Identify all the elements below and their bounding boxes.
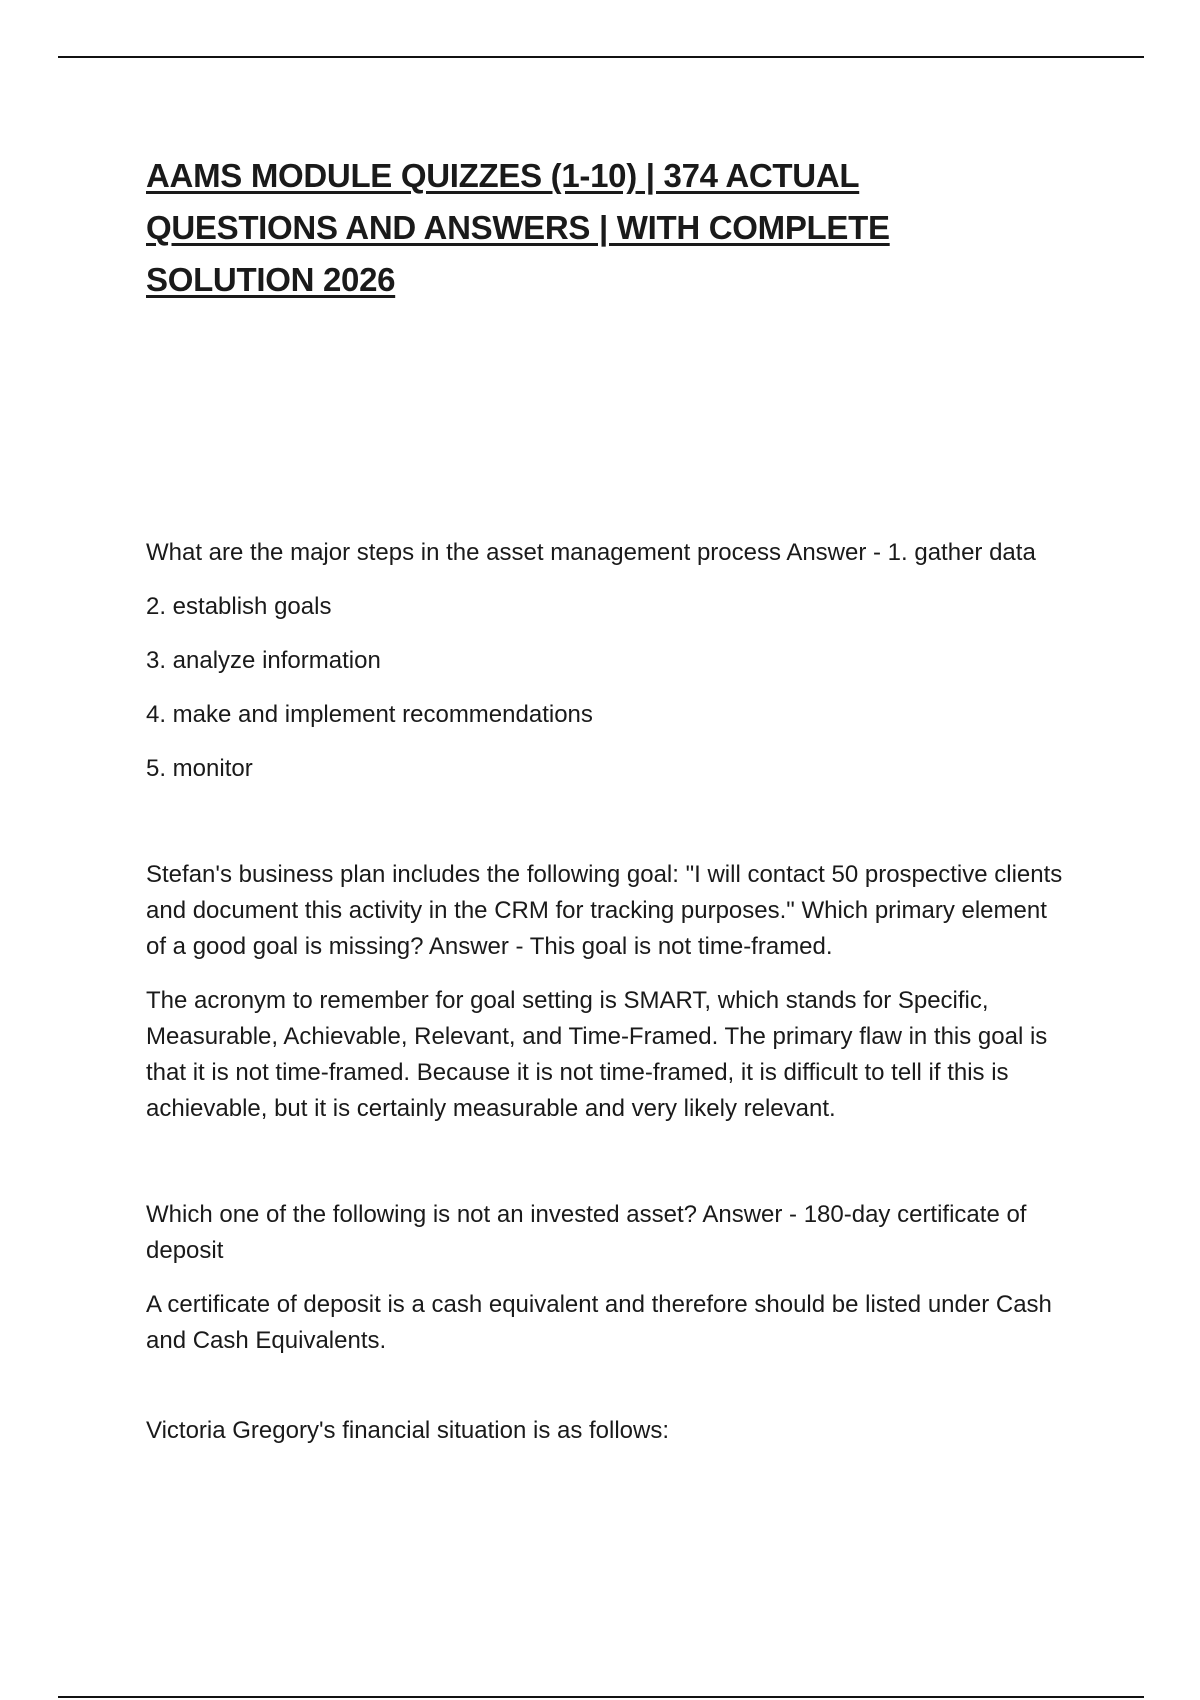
q3-question: Which one of the following is not an invested asset? Answer - 180-day certificate of deposit [146, 1201, 1027, 1264]
q1-step-3: 3. analyze information [146, 647, 381, 674]
q2-question: Stefan's business plan includes the following goal: "I will contact 50 prospective clients and document this activity in the CRM for tracking purposes." Which primary element of a good goal is missing? Answer - This goal is not time-framed. [146, 861, 1063, 960]
q4-question: Victoria Gregory's financial situation is as follows: [146, 1417, 670, 1444]
q1-step-4: 4. make and implement recommendations [146, 701, 593, 728]
top-rule [58, 56, 1144, 58]
q3-explanation: A certificate of deposit is a cash equivalent and therefore should be listed under Cash and Cash Equivalents. [146, 1291, 1052, 1354]
q1-step-5: 5. monitor [146, 755, 253, 782]
q1-step-2: 2. establish goals [146, 593, 332, 620]
q2-explanation: The acronym to remember for goal setting is SMART, which stands for Specific, Measurable, Achievable, Relevant, and Time-Framed. The primary flaw in this goal is that it is not time-framed. Because it is not time-framed, it is difficult to tell if this is achievable, but it is certainly measurable and very likely relevant. [146, 987, 1048, 1122]
document-body [146, 535, 1066, 1449]
document-title: AAMS MODULE QUIZZES (1-10) | 374 ACTUAL QUESTIONS AND ANSWERS | WITH COMPLETE SOLUTION 2026 [146, 157, 890, 298]
q1-question: What are the major steps in the asset management process Answer - 1. gather data [146, 539, 1036, 566]
bottom-rule [58, 1696, 1144, 1698]
